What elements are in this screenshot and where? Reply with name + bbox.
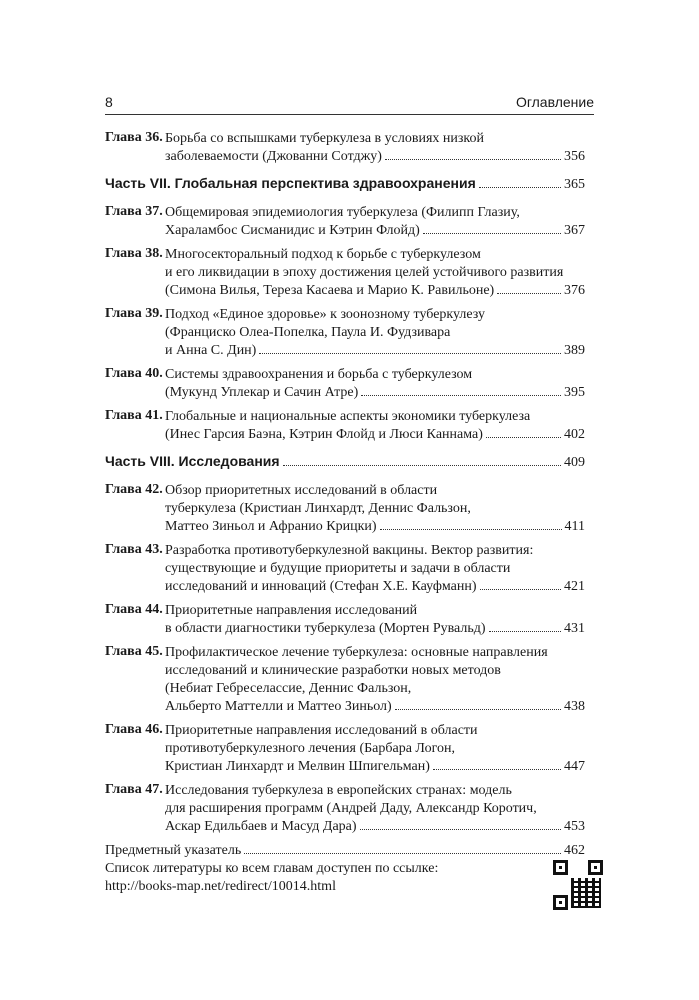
bibliography-note — [105, 860, 438, 896]
dot-leader — [486, 436, 561, 438]
running-header — [105, 92, 594, 115]
chapter-title-text: и Анна С. Дин) — [165, 343, 257, 358]
chapter-title-line — [165, 366, 585, 384]
chapter-title-text: Приоритетные направления исследований — [165, 603, 418, 618]
chapter-title-text: Маттео Зиньол и Афранио Крицки) — [165, 519, 377, 534]
chapter-title-line — [165, 518, 585, 536]
chapter-title-line — [165, 222, 585, 240]
bibliography-text: Список литературы ко всем главам доступен по ссылке: — [105, 861, 439, 876]
chapter-label: Глава 38. — [105, 246, 163, 261]
dot-leader — [395, 708, 561, 710]
chapter-title-text: Исследования туберкулеза в европейских странах: модель — [165, 783, 512, 798]
chapter-title-line — [165, 148, 585, 166]
dot-leader — [489, 630, 561, 632]
chapter-title-text: существующие и будущие приоритеты и задачи в области — [165, 561, 511, 576]
dot-leader — [380, 528, 562, 530]
chapter-title-text: исследований и инноваций (Стефан Х.Е. Кауфманн) — [165, 579, 477, 594]
chapter-title-text: Системы здравоохранения и борьба с туберкулезом — [165, 367, 473, 382]
toc-chapter-entry[interactable] — [105, 644, 585, 716]
toc-chapter-entry[interactable] — [105, 722, 585, 776]
page-ref: 389 — [564, 343, 585, 358]
chapter-title-text: (Симона Вилья, Тереза Касаева и Марио К. Равильоне) — [165, 283, 495, 298]
chapter-title-line — [165, 384, 585, 402]
chapter-title-line — [165, 482, 585, 500]
dot-leader — [259, 352, 561, 354]
toc-chapter-entry[interactable] — [105, 602, 585, 638]
page-ref: 453 — [564, 819, 585, 834]
chapter-title-text: Многосекторальный подход к борьбе с туберкулезом — [165, 247, 481, 262]
dot-leader — [433, 768, 561, 770]
toc-chapter-entry[interactable] — [105, 408, 585, 444]
dot-leader — [497, 292, 561, 294]
chapter-title-line — [165, 306, 585, 324]
chapter-title-text: для расширения программ (Андрей Даду, Александр Коротич, — [165, 801, 537, 816]
toc-chapter-entry[interactable] — [105, 246, 585, 300]
chapter-title-line — [165, 204, 585, 222]
page-ref: 365 — [564, 177, 585, 192]
chapter-title-line — [165, 602, 585, 620]
chapter-title-text: Подход «Единое здоровье» к зоонозному туберкулезу — [165, 307, 486, 322]
chapter-title-line — [165, 560, 585, 578]
chapter-label: Глава 45. — [105, 644, 163, 659]
chapter-title-line — [165, 800, 585, 818]
page-ref: 431 — [564, 621, 585, 636]
chapter-title-text: туберкулеза (Кристиан Линхардт, Деннис Фальзон, — [165, 501, 471, 516]
table-of-contents — [105, 130, 585, 862]
page-ref: 376 — [564, 283, 585, 298]
chapter-label: Глава 46. — [105, 722, 163, 737]
page-ref: 409 — [564, 455, 585, 470]
chapter-title-line — [165, 324, 585, 342]
bibliography-link[interactable]: http://books-map.net/redirect/10014.html — [105, 879, 336, 894]
chapter-title-line — [165, 542, 585, 560]
chapter-title-line — [165, 680, 585, 698]
chapter-title-text: Кристиан Линхардт и Мелвин Шпигельман) — [165, 759, 430, 774]
toc-index-entry[interactable] — [105, 842, 585, 860]
toc-chapter-entry[interactable] — [105, 782, 585, 836]
chapter-title-text: в области диагностики туберкулеза (Мортен Рувальд) — [165, 621, 486, 636]
toc-part-entry[interactable] — [105, 174, 585, 192]
chapter-title-text: Глобальные и национальные аспекты экономики туберкулеза — [165, 409, 531, 424]
chapter-title-text: противотуберкулезного лечения (Барбара Логон, — [165, 741, 455, 756]
page-ref: 411 — [564, 519, 585, 534]
part-title: Часть VIII. Исследования — [105, 453, 280, 469]
dot-leader — [385, 158, 561, 160]
dot-leader — [423, 232, 561, 234]
chapter-title-line — [165, 740, 585, 758]
chapter-title-line — [165, 130, 585, 148]
page-ref: 356 — [564, 149, 585, 164]
part-title: Часть VII. Глобальная перспектива здравоохранения — [105, 175, 476, 191]
part-title-line — [105, 174, 585, 192]
part-title-line — [105, 452, 585, 470]
chapter-title-text: Аскар Едильбаев и Масуд Дара) — [165, 819, 357, 834]
chapter-title-text: Разработка противотуберкулезной вакцины. Вектор развития: — [165, 543, 534, 558]
chapter-title-text: заболеваемости (Джованни Сотджу) — [165, 149, 382, 164]
chapter-title-text: Обзор приоритетных исследований в области — [165, 483, 438, 498]
dot-leader — [283, 464, 561, 466]
dot-leader — [361, 394, 561, 396]
chapter-title-line — [165, 264, 585, 282]
chapter-title-text: (Небиат Гебреселассие, Деннис Фальзон, — [165, 681, 412, 696]
chapter-title-line — [165, 426, 585, 444]
dot-leader — [244, 852, 561, 854]
chapter-title-line — [165, 818, 585, 836]
chapter-title-text: Общемировая эпидемиология туберкулеза (Филипп Глазиу, — [165, 205, 520, 220]
dot-leader — [479, 186, 561, 188]
chapter-label: Глава 44. — [105, 602, 163, 617]
page-number: 8 — [105, 94, 113, 110]
qr-code-icon[interactable] — [553, 860, 603, 910]
chapter-title-text: (Инес Гарсия Баэна, Кэтрин Флойд и Люси Каннама) — [165, 427, 483, 442]
dot-leader — [480, 588, 561, 590]
chapter-title-line — [165, 500, 585, 518]
chapter-title-line — [165, 782, 585, 800]
toc-chapter-entry[interactable] — [105, 130, 585, 166]
chapter-label: Глава 40. — [105, 366, 163, 381]
chapter-title-line — [165, 282, 585, 300]
toc-chapter-entry[interactable] — [105, 366, 585, 402]
page-ref: 421 — [564, 579, 585, 594]
chapter-title-line — [165, 620, 585, 638]
page-ref: 438 — [564, 699, 585, 714]
chapter-title-text: и его ликвидации в эпоху достижения целей устойчивого развития — [165, 265, 564, 280]
toc-chapter-entry[interactable] — [105, 204, 585, 240]
chapter-title-line — [165, 408, 585, 426]
toc-part-entry[interactable] — [105, 452, 585, 470]
chapter-title-text: Приоритетные направления исследований в области — [165, 723, 478, 738]
chapter-title-text: Альберто Маттелли и Маттео Зиньол) — [165, 699, 392, 714]
chapter-label: Глава 42. — [105, 482, 163, 497]
chapter-label: Глава 37. — [105, 204, 163, 219]
chapter-label: Глава 47. — [105, 782, 163, 797]
toc-chapter-entry[interactable] — [105, 306, 585, 360]
index-title: Предметный указатель — [105, 843, 242, 858]
chapter-label: Глава 39. — [105, 306, 163, 321]
chapter-title-line — [165, 342, 585, 360]
page-ref: 462 — [564, 843, 585, 858]
chapter-title-line — [165, 578, 585, 596]
chapter-title-text: (Франциско Олеа-Попелка, Паула И. Фудзивара — [165, 325, 451, 340]
section-title: Оглавление — [515, 94, 594, 110]
page-ref: 447 — [564, 759, 585, 774]
toc-chapter-entry[interactable] — [105, 542, 585, 596]
page-ref: 395 — [564, 385, 585, 400]
chapter-title-line — [165, 644, 585, 662]
chapter-title-line — [165, 722, 585, 740]
chapter-title-line — [165, 246, 585, 264]
chapter-title-text: Борьба со вспышками туберкулеза в условиях низкой — [165, 131, 485, 146]
chapter-title-text: исследований и клинические разработки новых методов — [165, 663, 501, 678]
dot-leader — [360, 828, 561, 830]
chapter-label: Глава 41. — [105, 408, 163, 423]
chapter-title-line — [165, 662, 585, 680]
chapter-title-line — [165, 698, 585, 716]
chapter-title-text: Профилактическое лечение туберкулеза: основные направления — [165, 645, 548, 660]
chapter-title-text: Хараламбос Сисманидис и Кэтрин Флойд) — [165, 223, 420, 238]
chapter-title-line — [165, 758, 585, 776]
chapter-label: Глава 43. — [105, 542, 163, 557]
toc-chapter-entry[interactable] — [105, 482, 585, 536]
chapter-label: Глава 36. — [105, 130, 163, 145]
chapter-title-text: (Мукунд Уплекар и Сачин Атре) — [165, 385, 359, 400]
page-ref: 402 — [564, 427, 585, 442]
page-ref: 367 — [564, 223, 585, 238]
index-title-line — [105, 842, 585, 860]
